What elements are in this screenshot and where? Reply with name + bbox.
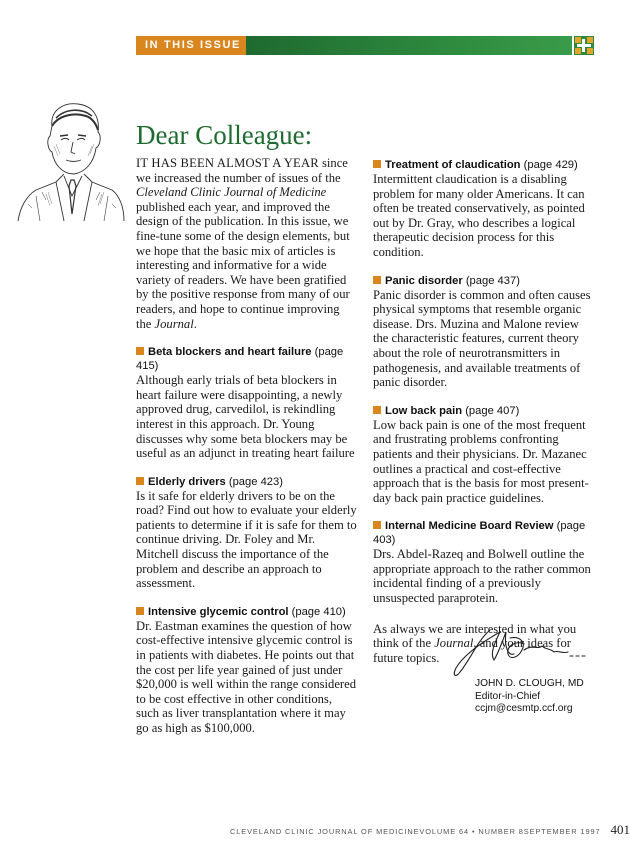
section-page: (page 429) [520, 159, 578, 171]
signature-mark [450, 620, 590, 680]
section-body: Although early trials of beta blockers in heart failure were disappointing, a newly approved drug, carvedilol, is rekindling interest in this approach. Dr. Young discusses why some beta blockers may be useful as an adjunct in treating heart failure [136, 373, 355, 461]
section-board-review [373, 519, 597, 605]
section-low-back-pain [373, 404, 597, 506]
footer-journal: CLEVELAND CLINIC JOURNAL OF MEDICINE [230, 827, 420, 836]
section-page: (page 407) [462, 404, 520, 417]
section-body: Intermittent claudication is a disabling problem for many older Americans. It can often be treated conservatively, as pointed out by Dr. Gray, who describes a logical therapeutic decision process for this condition. [373, 172, 585, 259]
bullet-square-icon [373, 160, 381, 168]
footer-date: SEPTEMBER 1997 [523, 827, 601, 836]
bullet-square-icon [373, 406, 381, 414]
journal-short: Journal [154, 316, 194, 331]
closing-text-1: As always we are interested in what you think of the [373, 621, 577, 651]
section-body: Drs. Abdel-Razeq and Bolwell outline the appropriate approach to the rather common incidental finding of a previously unsuspected paraprotein. [373, 547, 591, 606]
section-title: Internal Medicine Board Review [385, 520, 554, 533]
section-title: Elderly drivers [148, 475, 226, 488]
banner-green-bar [246, 36, 572, 55]
left-column [136, 156, 358, 736]
intro-text-3: . [193, 316, 197, 331]
bullet-square-icon [136, 347, 144, 355]
portrait-illustration [16, 96, 126, 221]
section-title: Panic disorder [385, 274, 463, 287]
right-column [373, 158, 597, 665]
section-title: Beta blockers and heart failure [148, 346, 312, 359]
clover-logo-icon [574, 36, 594, 55]
section-panic-disorder [373, 274, 597, 390]
editor-role: Editor-in-Chief [475, 690, 541, 702]
intro-text-2: published each year, and improved the design of the publication. In this issue, we fine-tune some of the design elements, but we hope that the basic mix of articles is interesting and informative for a wide variety of readers. We have been gratified by the positive response from many of our readers, and hope to continue improving the [136, 199, 350, 331]
section-elderly-drivers [136, 475, 358, 591]
closing-text-2: , and your ideas for future topics. [373, 636, 571, 665]
bullet-square-icon [136, 607, 144, 615]
section-body: Is it safe for elderly drivers to be on the road? Find out how to evaluate your elderly patients to determine if it is safe for them to continue driving. Dr. Foley and Mr. Mitchell discuss the importance of the problem and describe an approach to assessment. [136, 488, 357, 591]
section-beta-blockers [136, 345, 358, 461]
section-page: (page 410) [288, 605, 346, 618]
section-page: (page 437) [462, 274, 520, 287]
page-title: Dear Colleague: [136, 120, 313, 150]
section-glycemic-control [136, 605, 358, 736]
section-page: (page 403) [373, 520, 586, 547]
editor-name: JOHN D. CLOUGH, MD [475, 678, 584, 689]
section-claudication [373, 158, 597, 260]
signature-block [475, 678, 584, 716]
footer-volume: VOLUME 64 • NUMBER 8 [419, 827, 524, 836]
section-body: Dr. Eastman examines the question of how cost-effective intensive glycemic control is in patients with diabetes. He points out that the cost per life year gained of just under $20,000 is well within the range considered to be cost effective in other conditions, such as liver transplantation where it may go as high as $100,000. [136, 618, 356, 735]
section-title: Intensive glycemic control [148, 605, 289, 618]
journal-name: Cleveland Clinic Journal of Medicine [136, 185, 327, 200]
page-footer [230, 822, 630, 838]
page-number: 401 [610, 822, 630, 837]
editor-email: ccjm@cesmtp.ccf.org [475, 703, 573, 715]
journal-short: Journal [434, 636, 474, 651]
bullet-square-icon [136, 477, 144, 485]
section-body: Panic disorder is common and often causes physical symptoms that resemble organic disease. Drs. Muzina and Malone review the characteristic features, current theory about the role of neurotransmitters in pathogenesis, and available treatments of panic disorder. [373, 287, 591, 390]
bullet-square-icon [373, 276, 381, 284]
intro-paragraph [136, 156, 358, 331]
intro-text-1: since we increased the number of issues of the [136, 156, 348, 185]
section-page: (page 415) [136, 346, 344, 373]
section-title: Treatment of claudication [385, 159, 521, 171]
section-title: Low back pain [385, 404, 463, 417]
section-page: (page 423) [225, 475, 283, 488]
bullet-square-icon [373, 521, 381, 529]
intro-lead: IT HAS BEEN ALMOST A YEAR [136, 156, 319, 170]
section-body: Low back pain is one of the most frequent and frustrating problems confronting patients and their physicians. Dr. Mazanec outlines a practical and cost-effective approach that is the basis for most present-day back pain practice guidelines. [373, 417, 589, 505]
in-this-issue-banner: IN THIS ISSUE [136, 36, 246, 55]
